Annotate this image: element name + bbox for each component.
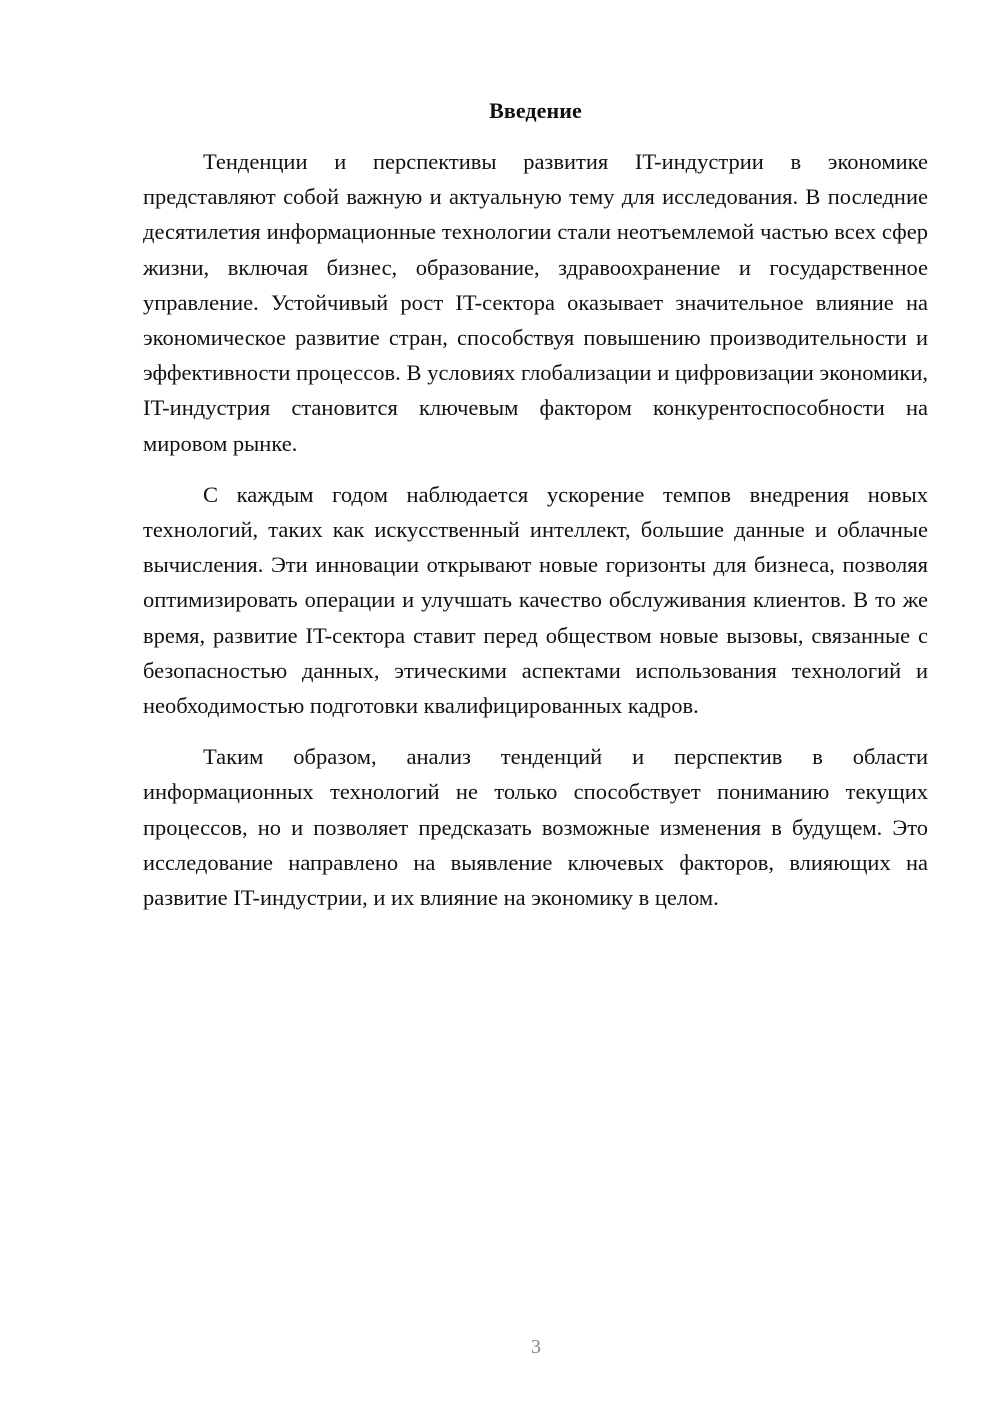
section-heading: Введение bbox=[489, 98, 582, 123]
paragraph-1: Тенденции и перспективы развития IT-индустрии в экономике представляют собой важную и актуальную тему для исследования. В последние десятилетия информационные технологии стали неотъемлемой частью всех сфер жизни, включая бизнес, образование, здравоохранение и государственное управление. Устойчивый рост IT-сектора оказывает значительное влияние на экономическое развитие стран, способствуя повышению производительности и эффективности процессов. В условиях глобализации и цифровизации экономики, IT-индустрия становится ключевым фактором конкурентоспособности на мировом рынке. bbox=[143, 149, 928, 456]
page-content bbox=[143, 96, 928, 931]
paragraph-3: Таким образом, анализ тенденций и перспектив в области информационных технологий не только способствует пониманию текущих процессов, но и позволяет предсказать возможные изменения в будущем. Это исследование направлено на выявление ключевых факторов, влияющих на развитие IT-индустрии, и их влияние на экономику в целом. bbox=[143, 744, 928, 911]
paragraph-2: С каждым годом наблюдается ускорение темпов внедрения новых технологий, таких как искусственный интеллект, большие данные и облачные вычисления. Эти инновации открывают новые горизонты для бизнеса, позволяя оптимизировать операции и улучшать качество обслуживания клиентов. В то же время, развитие IT-сектора ставит перед обществом новые вызовы, связанные с безопасностью данных, этическими аспектами использования технологий и необходимостью подготовки квалифицированных кадров. bbox=[143, 481, 928, 719]
page-number: 3 bbox=[531, 1336, 541, 1358]
